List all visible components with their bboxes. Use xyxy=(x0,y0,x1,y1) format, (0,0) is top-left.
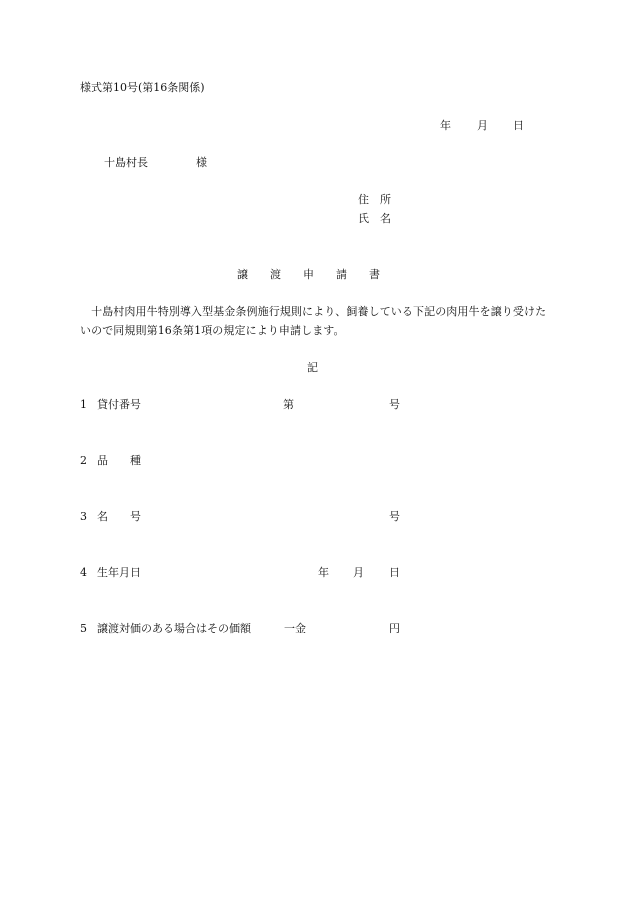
document-title: 譲 渡 申 請 書 xyxy=(237,268,380,281)
body-paragraph: 十島村肉用牛特別導入型基金条例施行規則により、飼養している下記の肉用牛を譲り受けたいので同規則第16条第1項の規定により申請します。 xyxy=(80,305,547,337)
item-year-label: 年 xyxy=(318,566,329,579)
applicant-address-label: 住 所 xyxy=(358,193,391,206)
item-prefix: 第 xyxy=(283,398,294,411)
date-month-label: 月 xyxy=(477,119,488,132)
addressee-name: 十島村長 xyxy=(104,156,148,169)
date-day-label: 日 xyxy=(513,119,524,132)
item-number: 4 xyxy=(80,566,87,579)
item-number: 3 xyxy=(80,510,87,523)
ki-heading: 記 xyxy=(307,361,318,374)
applicant-name-label: 氏 名 xyxy=(358,212,391,225)
item-prefix: 一金 xyxy=(284,622,306,635)
item-label: 貸付番号 xyxy=(97,398,141,411)
form-number: 様式第10号(第16条関係) xyxy=(80,81,205,94)
item-day-label: 日 xyxy=(389,566,400,579)
item-number: 2 xyxy=(80,454,87,467)
item-number: 1 xyxy=(80,398,87,411)
item-suffix: 号 xyxy=(389,398,400,411)
date-year-label: 年 xyxy=(440,119,451,132)
item-suffix: 円 xyxy=(389,622,400,635)
item-number: 5 xyxy=(80,622,87,635)
item-label: 品 種 xyxy=(97,454,141,467)
item-label: 生年月日 xyxy=(97,566,141,579)
item-suffix: 号 xyxy=(389,510,400,523)
addressee-honorific: 様 xyxy=(196,156,207,169)
item-month-label: 月 xyxy=(353,566,364,579)
item-label: 譲渡対価のある場合はその価額 xyxy=(97,622,251,635)
item-label: 名 号 xyxy=(97,510,141,523)
